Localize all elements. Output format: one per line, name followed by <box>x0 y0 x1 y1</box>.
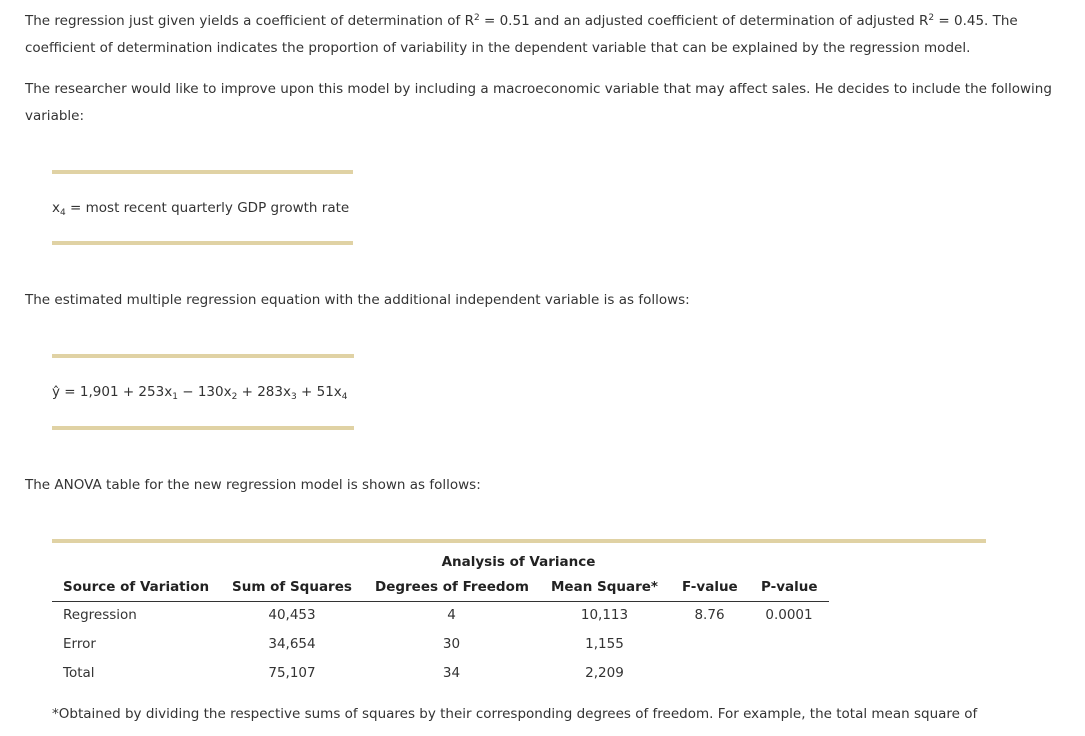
header-p-value: P-value <box>761 579 818 595</box>
header-degrees-of-freedom: Degrees of Freedom <box>375 579 529 595</box>
cell-source: Error <box>63 636 96 652</box>
header-f-value: F-value <box>682 579 738 595</box>
para1-line2: coefficient of determination indicates the proportion of variability in the dependent variable that can be explained by the regression model. <box>25 40 971 56</box>
footnote: *Obtained by dividing the respective sums of squares by their corresponding degrees of freedom. For example, the total mean square of <box>52 706 978 722</box>
eq-part3: + 283x <box>237 384 291 400</box>
header-mean-square: Mean Square* <box>551 579 658 595</box>
para1-line1a: The regression just given yields a coefficient of determination of R <box>25 13 474 29</box>
para3-text: The estimated multiple regression equation with the additional independent variable is as follows: <box>25 292 690 308</box>
para2-line2: variable: <box>25 108 85 124</box>
para1-line1b: = 0.51 and an adjusted coefficient of determination of adjusted R <box>479 13 929 29</box>
paragraph-researcher <box>25 76 1065 130</box>
cell-sum-of-squares: 75,107 <box>268 665 316 681</box>
paragraph-r-squared <box>25 8 1065 62</box>
var-text: = most recent quarterly GDP growth rate <box>65 200 350 216</box>
eq-part1: = 1,901 + 253x <box>60 384 173 400</box>
cell-degrees-of-freedom: 4 <box>447 607 456 623</box>
rule-bottom-variable <box>52 241 353 245</box>
para2-line1: The researcher would like to improve upon this model by including a macroeconomic variable that may affect sales. He decides to include the following <box>25 81 1052 97</box>
anova-title: Analysis of Variance <box>441 554 596 570</box>
variable-definition <box>52 200 349 216</box>
regression-equation <box>52 384 348 400</box>
eq-sub4: 4 <box>341 392 348 402</box>
para4-text: The ANOVA table for the new regression model is shown as follows: <box>25 477 481 493</box>
rule-top-equation <box>52 354 354 358</box>
eq-sub2: 2 <box>231 392 238 402</box>
eq-part4: + 51x <box>296 384 342 400</box>
header-source: Source of Variation <box>63 579 210 595</box>
header-underline <box>52 601 829 602</box>
eq-yhat: ŷ <box>52 384 60 400</box>
superscript-2: 2 <box>928 13 935 23</box>
paragraph-anova-intro <box>25 472 1065 499</box>
cell-mean-square: 2,209 <box>585 665 624 681</box>
header-sum-of-squares: Sum of Squares <box>232 579 352 595</box>
superscript-2: 2 <box>473 13 480 23</box>
cell-sum-of-squares: 40,453 <box>268 607 316 623</box>
rule-top-anova <box>52 539 986 543</box>
eq-part2: − 130x <box>177 384 232 400</box>
cell-source: Regression <box>63 607 137 623</box>
eq-sub1: 1 <box>172 392 178 402</box>
para1-line1c: = 0.45. The <box>934 13 1018 29</box>
cell-degrees-of-freedom: 34 <box>442 665 461 681</box>
rule-top-variable <box>52 170 353 174</box>
cell-source: Total <box>63 665 95 681</box>
rule-bottom-equation <box>52 426 354 430</box>
cell-degrees-of-freedom: 30 <box>442 636 461 652</box>
cell-sum-of-squares: 34,654 <box>268 636 316 652</box>
cell-mean-square: 10,113 <box>580 607 629 623</box>
var-subscript: 4 <box>60 208 66 218</box>
cell-f-value: 8.76 <box>694 607 725 623</box>
cell-p-value: 0.0001 <box>765 607 813 623</box>
var-x: x <box>52 200 60 216</box>
paragraph-estimated-equation <box>25 287 1065 314</box>
eq-sub3: 3 <box>290 392 297 402</box>
cell-mean-square: 1,155 <box>585 636 624 652</box>
